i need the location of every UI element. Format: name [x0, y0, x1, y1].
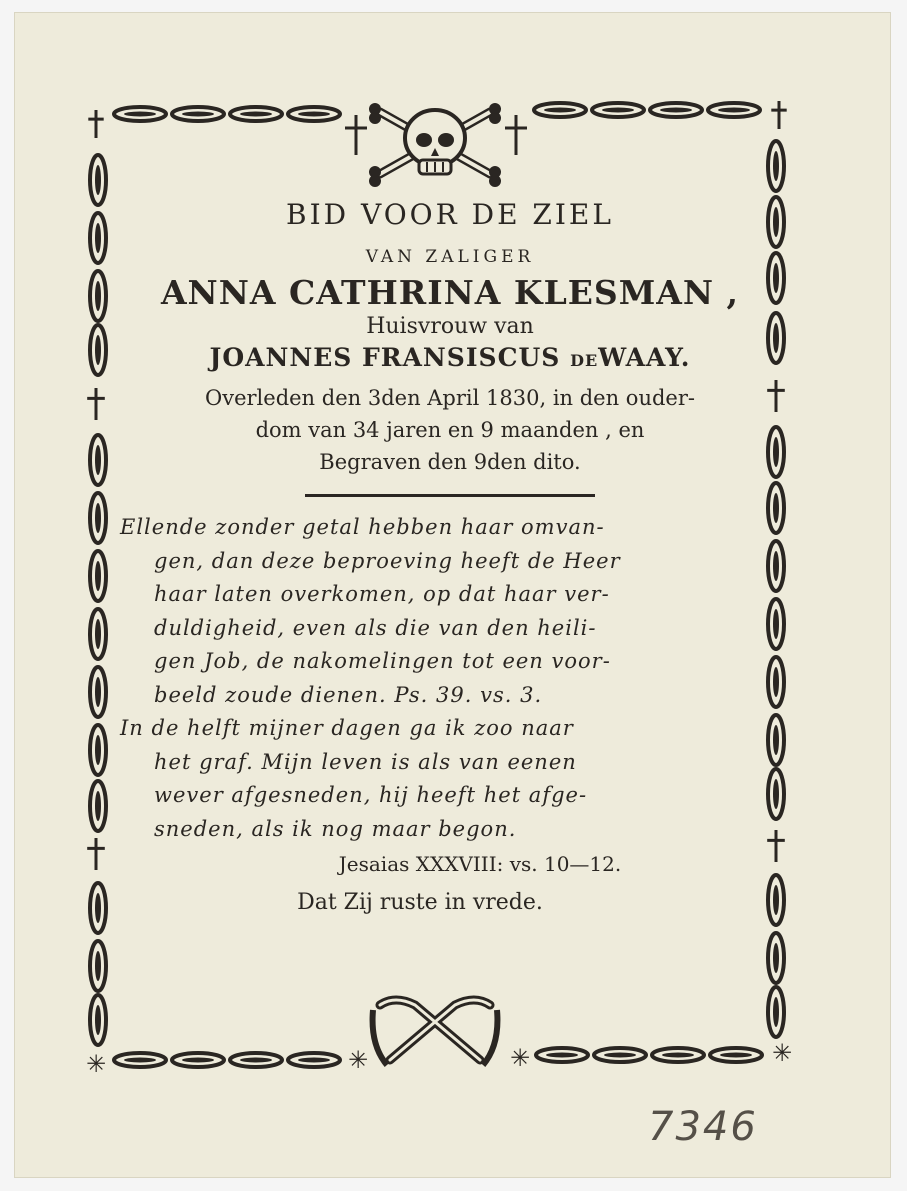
verse-line: gen Job, de nakomelingen tot een voor-	[154, 649, 611, 673]
coffin-bead-core	[602, 108, 634, 113]
coffin-bead-core	[182, 112, 214, 117]
coffin-bead-core	[660, 108, 692, 113]
husband-particle: DE	[570, 351, 599, 370]
card-title: BID VOOR DE ZIEL	[286, 198, 614, 231]
husband-name	[120, 343, 780, 372]
handwritten-inventory-number: 7346	[648, 1104, 758, 1150]
skull-crossbones-icon	[369, 103, 501, 187]
cross-icon	[88, 110, 103, 138]
coffin-bead-core	[95, 503, 101, 533]
coffin-bead-core	[95, 281, 101, 311]
asterisk-ornament-icon: ✳	[509, 1044, 531, 1072]
husband-surname: WAAY.	[598, 343, 691, 372]
coffin-bead-core	[662, 1053, 694, 1058]
asterisk-ornament-icon: ✳	[85, 1050, 107, 1078]
verse-line: duldigheid, even als die van den heili-	[154, 615, 597, 640]
coffin-bead-core	[604, 1053, 636, 1058]
verse-line: In de helft mijner dagen ga ik zoo naar	[120, 716, 574, 740]
husband-first-names: JOANNES FRANSISCUS	[209, 343, 561, 372]
verse-line: haar laten overkomen, op dat haar ver-	[154, 582, 610, 606]
coffin-bead-core	[773, 997, 779, 1027]
asterisk-ornament-icon: ✳	[771, 1039, 793, 1067]
divider-rule	[305, 494, 595, 497]
coffin-bead-core	[544, 108, 576, 113]
crossed-scythes-icon	[373, 1000, 498, 1065]
cross-icon	[505, 115, 527, 155]
coffin-bead-core	[240, 1058, 272, 1063]
verse-line: sneden, als ik nog maar begon.	[154, 816, 517, 841]
coffin-bead-core	[124, 112, 156, 117]
coffin-bead-core	[95, 677, 101, 707]
cross-icon	[771, 101, 786, 129]
asterisk-ornament-icon: ✳	[347, 1046, 369, 1074]
coffin-bead-core	[95, 223, 101, 253]
coffin-bead-core	[95, 165, 101, 195]
coffin-bead-core	[298, 112, 330, 117]
cross-icon	[87, 388, 105, 420]
coffin-bead-core	[240, 112, 272, 117]
cross-icon	[87, 838, 105, 870]
coffin-bead-core	[95, 561, 101, 591]
coffin-bead-core	[718, 108, 750, 113]
coffin-bead-core	[95, 445, 101, 475]
role-line: Huisvrouw van	[366, 314, 534, 339]
scripture-verse	[120, 511, 780, 846]
coffin-bead-core	[95, 735, 101, 765]
coffin-bead-core	[95, 335, 101, 365]
coffin-bead-core	[95, 1005, 101, 1035]
coffin-bead-core	[773, 943, 779, 973]
cross-icon	[345, 115, 367, 155]
verse-line: beeld zoude dienen. Ps. 39. vs. 3.	[154, 682, 543, 707]
death-line: Overleden den 3den April 1830, in den ouder-	[205, 386, 695, 410]
card-text	[120, 198, 780, 915]
coffin-bead-core	[720, 1053, 752, 1058]
death-line: Begraven den 9den dito.	[319, 450, 581, 474]
coffin-bead-core	[95, 791, 101, 821]
closing-prayer: Dat Zij ruste in vrede.	[297, 890, 543, 915]
coffin-bead-core	[95, 619, 101, 649]
death-line: dom van 34 jaren en 9 maanden , en	[255, 418, 645, 442]
coffin-bead-core	[773, 151, 779, 181]
verse-line: Ellende zonder getal hebben haar omvan-	[120, 515, 605, 539]
coffin-bead-core	[182, 1058, 214, 1063]
scripture-reference: Jesaias XXXVIII: vs. 10—12.	[338, 852, 622, 876]
verse-line: het graf. Mijn leven is als van eenen	[154, 749, 577, 774]
deceased-name: ANNA CATHRINA KLESMAN ,	[160, 273, 740, 312]
death-details	[120, 382, 780, 478]
coffin-bead-core	[546, 1053, 578, 1058]
verse-line: wever afgesneden, hij heeft het afge-	[154, 783, 588, 807]
coffin-bead-core	[95, 893, 101, 923]
card-subtitle: VAN ZALIGER	[365, 247, 535, 267]
coffin-bead-core	[95, 951, 101, 981]
coffin-bead-core	[124, 1058, 156, 1063]
verse-line: gen, dan deze beproeving heeft de Heer	[154, 548, 621, 573]
coffin-bead-core	[298, 1058, 330, 1063]
